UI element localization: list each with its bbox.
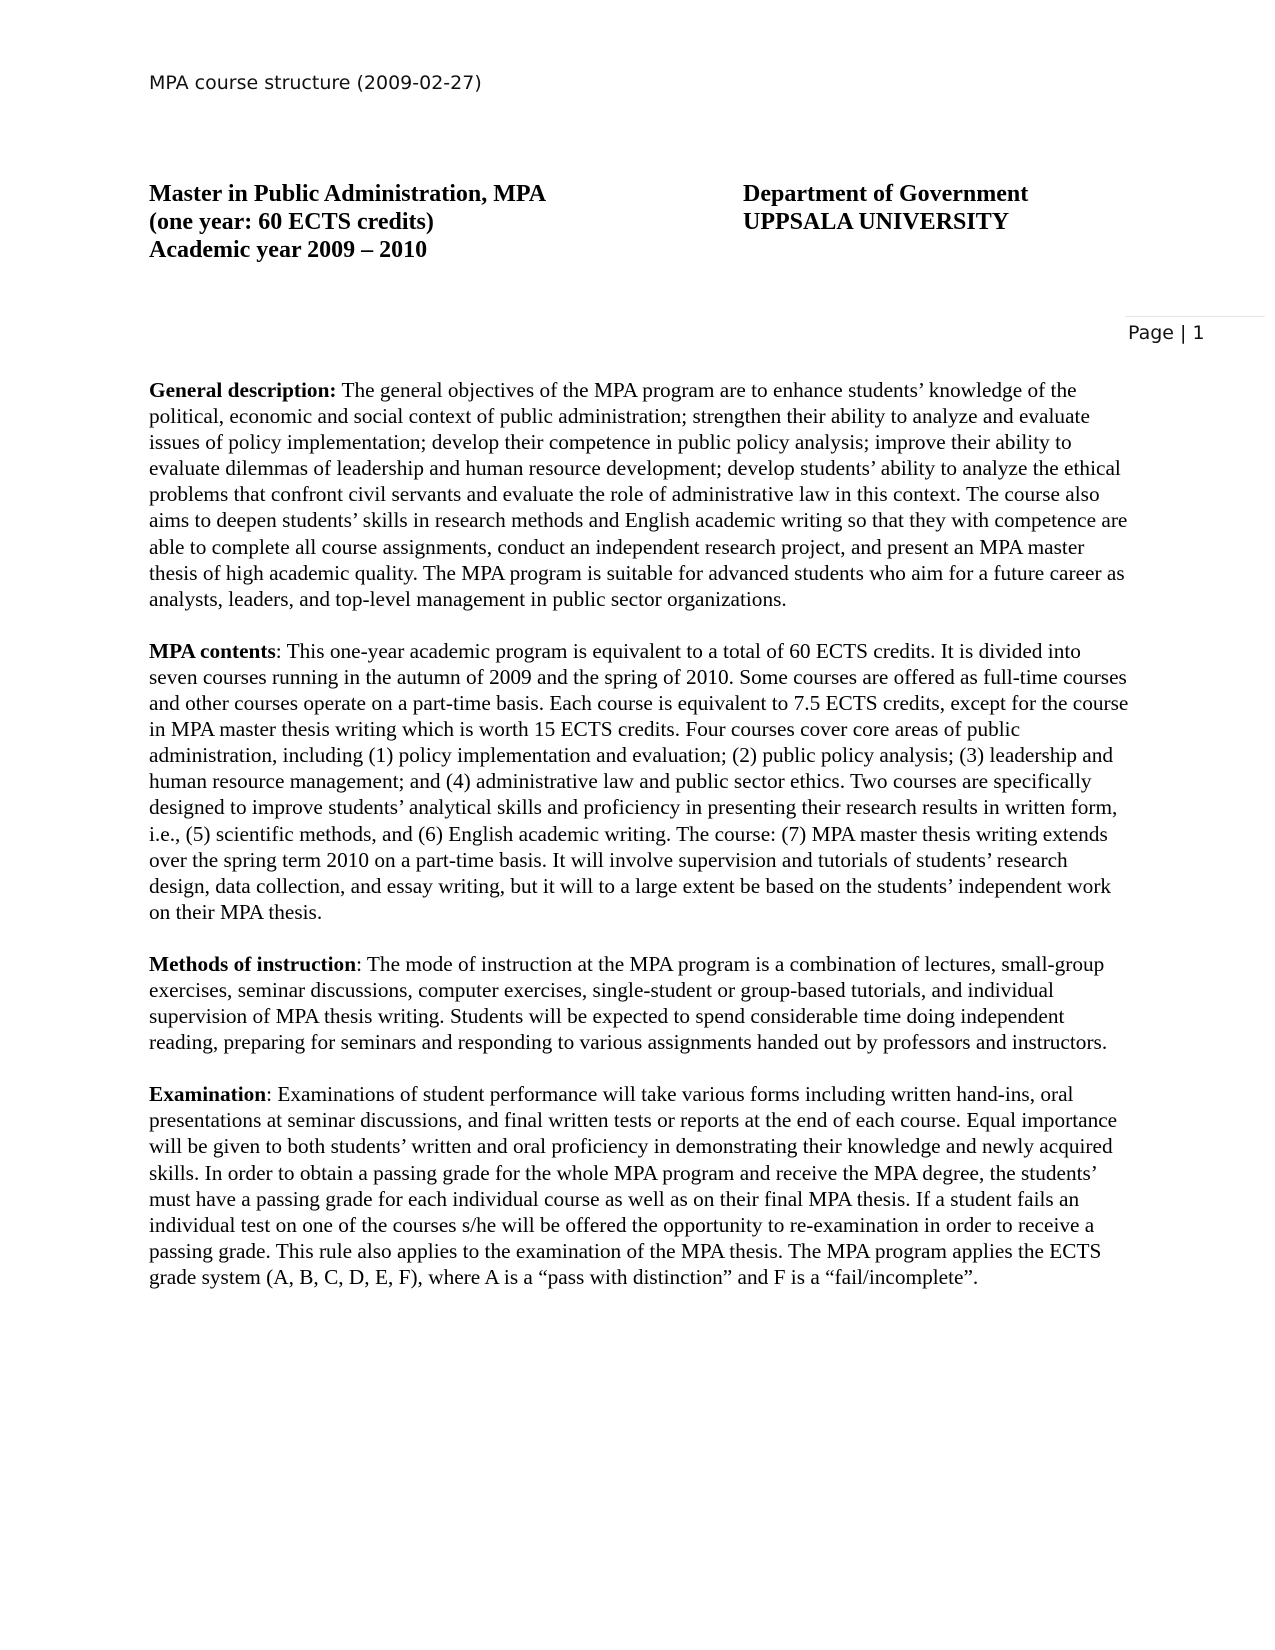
document-body xyxy=(149,377,1131,1316)
section-text: : This one-year academic program is equivalent to a total of 60 ECTS credits. It is divided into seven courses running in the autumn of 2009 and the spring of 2010. Some courses are offered as full-time courses and other courses operate on a part-time basis. Each course is equivalent to 7.5 ECTS credits, except for the course in MPA master thesis writing which is worth 15 ECTS credits. Four courses cover core areas of public administration, including (1) policy implementation and evaluation; (2) public policy analysis; (3) leadership and human resource management; and (4) administrative law and public sector ethics. Two courses are specifically designed to improve students’ analytical skills and proficiency in presenting their research results in written form, i.e., (5) scientific methods, and (6) English academic writing. The course: (7) MPA master thesis writing extends over the spring term 2010 on a part-time basis. It will involve supervision and tutorials of students’ research design, data collection, and essay writing, but it will to a large extent be based on the students’ independent work on their MPA thesis. xyxy=(149,638,1129,924)
page-number: Page | 1 xyxy=(1128,322,1205,344)
section-text: : Examinations of student performance will take various forms including written hand-ins, oral presentations at seminar discussions, and final written tests or reports at the end of each course. Equal importance will be given to both students’ written and oral proficiency in demonstrating their knowledge and newly acquired skills. In order to obtain a passing grade for the whole MPA program and receive the MPA degree, the students’ must have a passing grade for each individual course as well as on their final MPA thesis. If a student fails an individual test on one of the courses s/he will be offered the opportunity to re-examination in order to receive a passing grade. This rule also applies to the examination of the MPA thesis. The MPA program applies the ECTS grade system (A, B, C, D, E, F), where A is a “pass with distinction” and F is a “fail/incomplete”. xyxy=(149,1082,1118,1289)
page-number-rule xyxy=(1125,316,1265,317)
academic-year: Academic year 2009 – 2010 xyxy=(149,237,428,263)
section-methods-of-instruction xyxy=(149,951,1131,1055)
section-text: : The mode of instruction at the MPA program is a combination of lectures, small-group exercises, seminar discussions, computer exercises, single-student or group-based tutorials, and individual supervision of MPA thesis writing. Students will be expected to spend considerable time doing independent reading, preparing for seminars and responding to various assignments handed out by professors and instructors. xyxy=(149,951,1108,1055)
section-heading: MPA contents xyxy=(149,638,276,663)
program-title: Master in Public Administration, MPA xyxy=(149,181,547,207)
section-heading: Examination xyxy=(149,1082,267,1107)
section-examination xyxy=(149,1081,1131,1290)
running-header: MPA course structure (2009-02-27) xyxy=(149,72,482,94)
institution-block xyxy=(743,180,1203,236)
section-text: The general objectives of the MPA program are to enhance students’ knowledge of the political, economic and social context of public administration; strengthen their ability to analyze and evaluate issues of policy implementation; develop their competence in public policy analysis; improve their ability to evaluate dilemmas of leadership and human resource development; develop students’ ability to analyze the ethical problems that confront civil servants and evaluate the role of administrative law in this context. The course also aims to deepen students’ skills in research methods and English academic writing so that they with competence are able to complete all course assignments, conduct an independent research project, and present an MPA master thesis of high academic quality. The MPA program is suitable for advanced students who aim for a future career as analysts, leaders, and top-level management in public sector organizations. xyxy=(149,378,1128,611)
section-general-description xyxy=(149,377,1131,612)
section-heading: General description: xyxy=(149,378,337,402)
section-mpa-contents xyxy=(149,638,1131,925)
program-title-block xyxy=(149,180,709,264)
program-credits: (one year: 60 ECTS credits) xyxy=(149,209,434,235)
section-heading: Methods of instruction xyxy=(149,951,357,976)
university-name: UPPSALA UNIVERSITY xyxy=(743,209,1010,235)
department-name: Department of Government xyxy=(743,181,1029,207)
